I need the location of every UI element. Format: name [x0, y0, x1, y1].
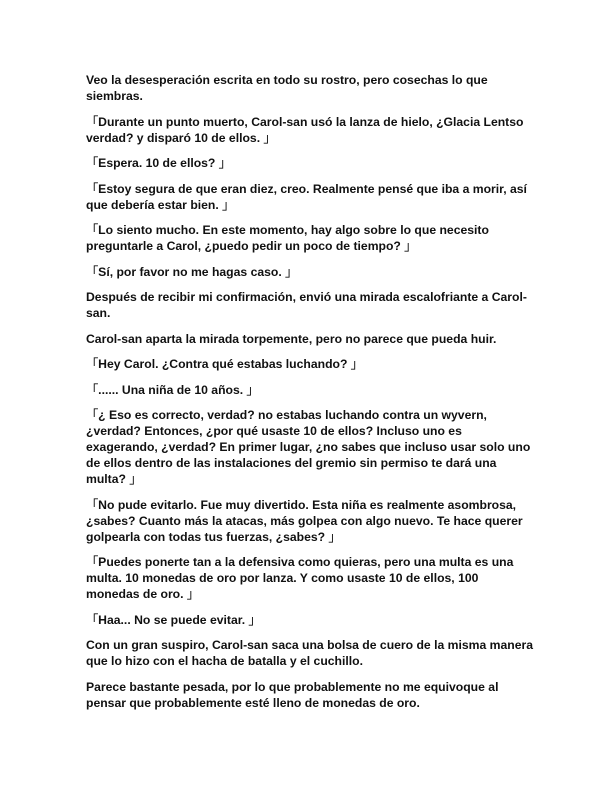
paragraph: 「Haa... No se puede evitar. 」 [86, 612, 261, 627]
paragraph: 「Estoy segura de que eran diez, creo. Realmente pensé que iba a morir, así que debería estar bien. 」 [86, 181, 527, 212]
paragraph: 「¿ Eso es correcto, verdad? no estabas luchando contra un wyvern, ¿verdad? Entonces, ¿por qué usaste 10 de ellos? Incluso uno es exagerando, ¿verdad? En primer lugar, ¿no sabes que incluso usar solo uno de ellos dentro de las instalaciones del gremio sin permiso te dará una multa? 」 [86, 408, 531, 486]
paragraph: Veo la desesperación escrita en todo su rostro, pero cosechas lo que siembras. [86, 73, 488, 103]
document-page [86, 72, 534, 720]
paragraph: 「Hey Carol. ¿Contra qué estabas luchando? 」 [86, 357, 363, 371]
paragraph: Carol-san aparta la mirada torpemente, pero no parece que pueda huir. [86, 331, 497, 346]
paragraph: 「Espera. 10 de ellos? 」 [86, 156, 231, 170]
paragraph: 「...... Una niña de 10 años. 」 [86, 382, 259, 397]
paragraph: Parece bastante pesada, por lo que probablemente no me equivoque al pensar que probablemente esté lleno de monedas de oro. [86, 679, 499, 710]
paragraph: 「Lo siento mucho. En este momento, hay algo sobre lo que necesito preguntarle a Carol, ¿puedo pedir un poco de tiempo? 」 [86, 223, 489, 253]
paragraph: 「Sí, por favor no me hagas caso. 」 [86, 264, 298, 279]
paragraph: 「Durante un punto muerto, Carol-san usó la lanza de hielo, ¿Glacia Lentso verdad? y disparó 10 de ellos. 」 [86, 114, 524, 145]
paragraph: Después de recibir mi confirmación, envió una mirada escalofriante a Carol-san. [86, 290, 527, 320]
paragraph: 「Puedes ponerte tan a la defensiva como quieras, pero una multa es una multa. 10 monedas de oro por lanza. Y como usaste 10 de ellos, 100 monedas de oro. 」 [86, 555, 514, 601]
paragraph: 「No pude evitarlo. Fue muy divertido. Esta niña es realmente asombrosa, ¿sabes? Cuanto más la atacas, más golpea con algo nuevo. Te hace querer golpearla con todas tus fuerzas, ¿sabes? 」 [86, 497, 523, 544]
paragraph: Con un gran suspiro, Carol-san saca una bolsa de cuero de la misma manera que lo hizo con el hacha de batalla y el cuchillo. [86, 638, 534, 668]
